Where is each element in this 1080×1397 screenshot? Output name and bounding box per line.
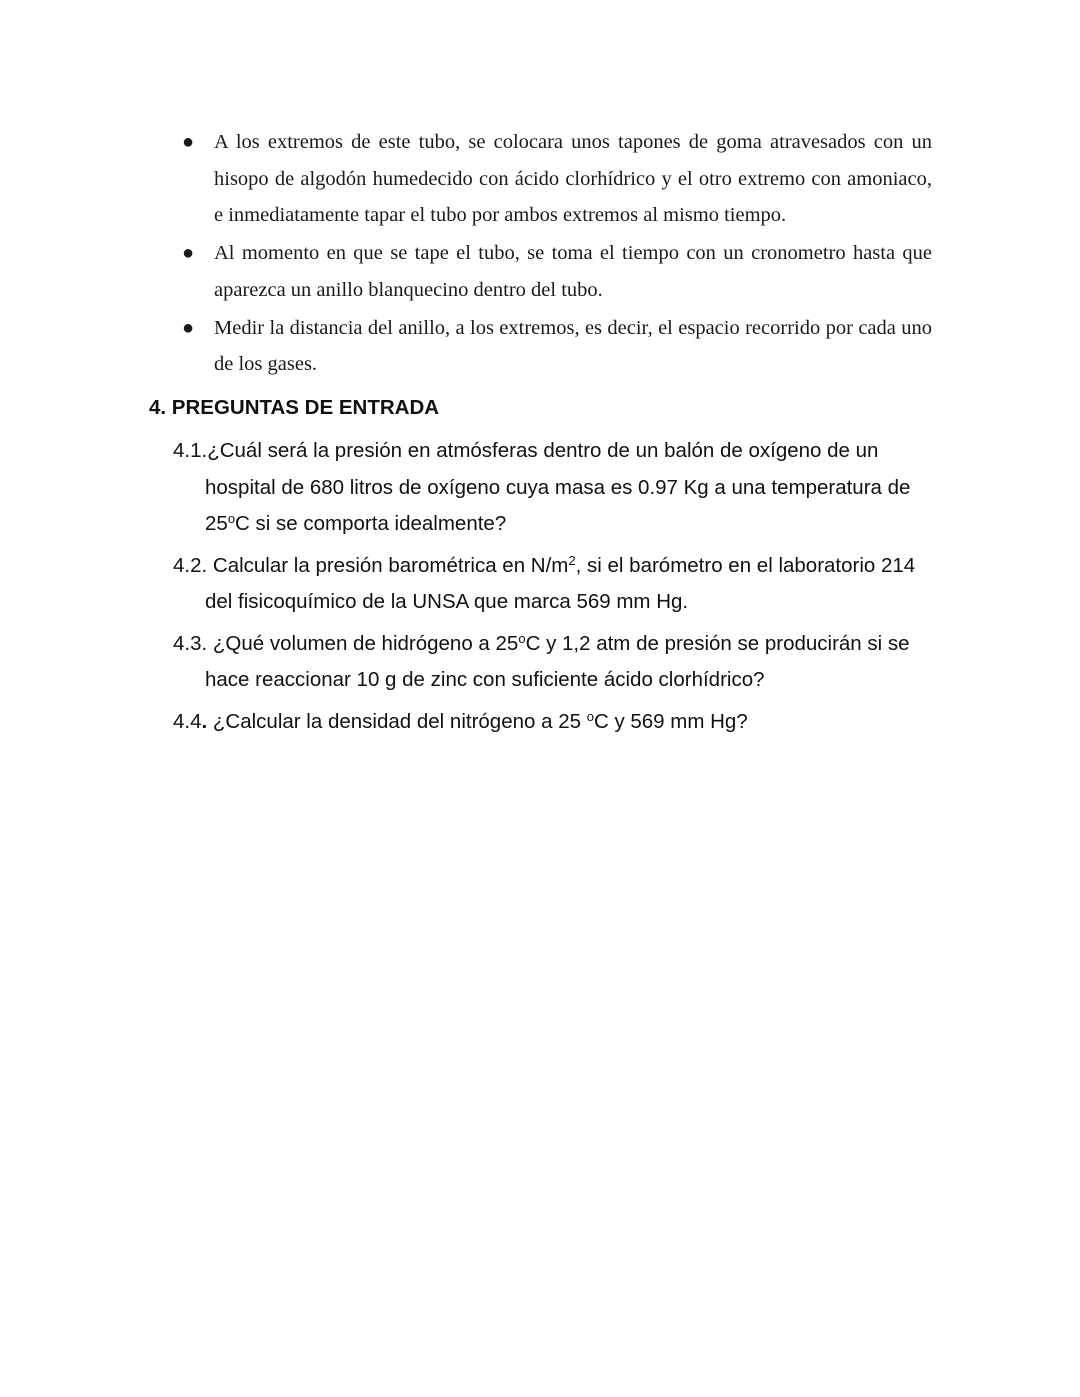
procedure-bullet-text: Al momento en que se tape el tubo, se toma el tiempo con un cronometro hasta que aparezca un anillo blanquecino dentro del tubo. — [214, 242, 932, 301]
question-text: ¿Cuál será la presión en atmósferas dentro de un balón de oxígeno de un hospital de 680 litros de oxígeno cuya masa es 0.97 Kg a una temperatura de 25 — [205, 439, 911, 535]
section-heading: 4. PREGUNTAS DE ENTRADA — [149, 396, 440, 419]
question-text-continued: C y 1,2 atm de presión se producirán si se hace reaccionar 10 g de zinc con suficiente ácido clorhídrico? — [205, 631, 910, 691]
procedure-bullet-item — [180, 235, 932, 308]
question-item — [173, 626, 933, 699]
question-text-continued: , si el barómetro en el laboratorio 214 del fisicoquímico de la UNSA que marca 569 mm Hg. — [205, 553, 916, 613]
question-item — [173, 548, 933, 621]
procedure-bullet-text: Medir la distancia del anillo, a los extremos, es decir, el espacio recorrido por cada uno de los gases. — [214, 316, 932, 375]
question-superscript: o — [227, 511, 236, 526]
question-number-bold-dot: . — [201, 709, 208, 733]
procedure-bullet-item — [180, 124, 932, 234]
question-text-continued: C y 569 mm Hg? — [593, 709, 748, 733]
bullet-icon: ● — [182, 316, 195, 339]
question-text: ¿Qué volumen de hidrógeno a 25 — [207, 631, 519, 655]
question-superscript: o — [586, 708, 594, 724]
question-list — [173, 433, 933, 745]
question-number: 4.2. — [173, 553, 208, 577]
question-text: Calcular la presión barométrica en N/m — [207, 553, 569, 577]
question-number: 4.1. — [173, 439, 208, 462]
question-text: ¿Calcular la densidad del nitrógeno a 25 — [207, 709, 587, 733]
question-superscript: 2 — [568, 552, 576, 568]
question-item — [173, 433, 933, 543]
procedure-bullet-text: A los extremos de este tubo, se colocara unos tapones de goma atravesados con un hisopo de algodón humedecido con ácido clorhídrico y el otro extremo con amoniaco, e inmediatamente tapar el tubo por ambos extremos al mismo tiempo. — [214, 131, 932, 226]
question-text-continued: C si se comporta idealmente? — [235, 512, 507, 535]
bullet-icon: ● — [182, 242, 195, 264]
procedure-bullet-list — [180, 124, 932, 384]
question-number: 4.3. — [173, 631, 208, 655]
procedure-bullet-item — [180, 310, 932, 383]
bullet-icon: ● — [182, 131, 195, 153]
question-superscript: o — [518, 630, 526, 646]
question-number: 4.4 — [173, 709, 202, 733]
question-item — [173, 704, 933, 741]
